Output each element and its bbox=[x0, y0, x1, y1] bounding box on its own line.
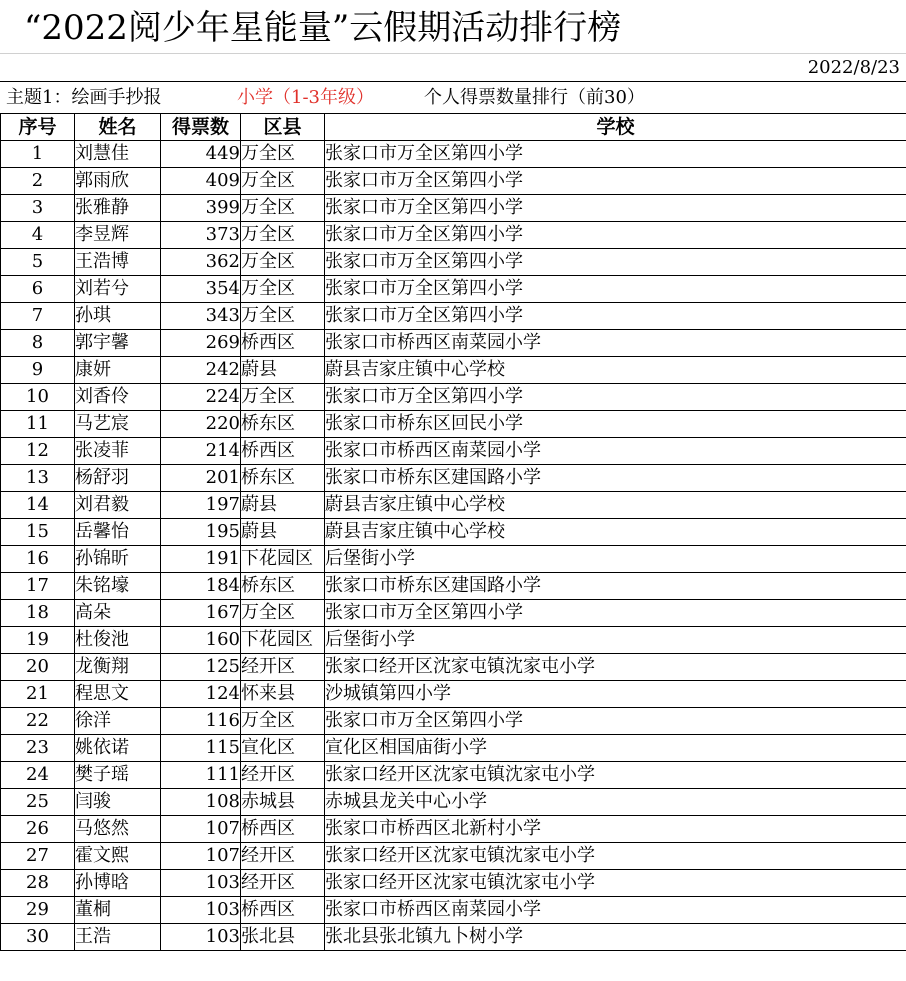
cell-no: 5 bbox=[1, 249, 75, 276]
table-row bbox=[1, 303, 906, 330]
cell-no: 3 bbox=[1, 195, 75, 222]
cell-school: 蔚县吉家庄镇中心学校 bbox=[325, 357, 906, 384]
table-row bbox=[1, 330, 906, 357]
cell-district: 下花园区 bbox=[241, 627, 325, 654]
header-votes: 得票数 bbox=[161, 114, 241, 141]
table-row bbox=[1, 411, 906, 438]
cell-name: 李昱辉 bbox=[75, 222, 161, 249]
cell-district: 万全区 bbox=[241, 141, 325, 168]
cell-name: 孙琪 bbox=[75, 303, 161, 330]
cell-votes: 108 bbox=[161, 789, 241, 816]
cell-school: 蔚县吉家庄镇中心学校 bbox=[325, 492, 906, 519]
cell-no: 24 bbox=[1, 762, 75, 789]
cell-votes: 167 bbox=[161, 600, 241, 627]
cell-votes: 409 bbox=[161, 168, 241, 195]
cell-votes: 224 bbox=[161, 384, 241, 411]
cell-votes: 107 bbox=[161, 816, 241, 843]
cell-name: 霍文熙 bbox=[75, 843, 161, 870]
table-row bbox=[1, 519, 906, 546]
cell-school: 张家口经开区沈家屯镇沈家屯小学 bbox=[325, 654, 906, 681]
cell-district: 桥西区 bbox=[241, 816, 325, 843]
cell-no: 17 bbox=[1, 573, 75, 600]
grade-label: 小学（1-3年级） bbox=[237, 87, 374, 108]
header-district: 区县 bbox=[241, 114, 325, 141]
cell-no: 28 bbox=[1, 870, 75, 897]
cell-name: 张雅静 bbox=[75, 195, 161, 222]
cell-votes: 115 bbox=[161, 735, 241, 762]
cell-no: 1 bbox=[1, 141, 75, 168]
table-row bbox=[1, 141, 906, 168]
cell-no: 27 bbox=[1, 843, 75, 870]
cell-name: 杨舒羽 bbox=[75, 465, 161, 492]
table-row bbox=[1, 249, 906, 276]
cell-district: 桥东区 bbox=[241, 573, 325, 600]
cell-district: 经开区 bbox=[241, 654, 325, 681]
cell-name: 刘君毅 bbox=[75, 492, 161, 519]
theme-label: 主题1：绘画手抄报 bbox=[6, 87, 162, 108]
date-row bbox=[0, 54, 906, 82]
cell-name: 程思文 bbox=[75, 681, 161, 708]
cell-district: 桥东区 bbox=[241, 465, 325, 492]
cell-no: 9 bbox=[1, 357, 75, 384]
cell-school: 张家口市桥西区南菜园小学 bbox=[325, 438, 906, 465]
cell-school: 张家口市桥西区南菜园小学 bbox=[325, 897, 906, 924]
cell-votes: 197 bbox=[161, 492, 241, 519]
cell-votes: 201 bbox=[161, 465, 241, 492]
cell-votes: 373 bbox=[161, 222, 241, 249]
cell-name: 郭雨欣 bbox=[75, 168, 161, 195]
cell-school: 蔚县吉家庄镇中心学校 bbox=[325, 519, 906, 546]
cell-votes: 191 bbox=[161, 546, 241, 573]
cell-no: 11 bbox=[1, 411, 75, 438]
cell-votes: 214 bbox=[161, 438, 241, 465]
cell-no: 13 bbox=[1, 465, 75, 492]
table-row bbox=[1, 465, 906, 492]
table-row bbox=[1, 735, 906, 762]
cell-district: 经开区 bbox=[241, 762, 325, 789]
cell-name: 马悠然 bbox=[75, 816, 161, 843]
table-row bbox=[1, 870, 906, 897]
header-name: 姓名 bbox=[75, 114, 161, 141]
table-row bbox=[1, 708, 906, 735]
cell-votes: 399 bbox=[161, 195, 241, 222]
cell-district: 万全区 bbox=[241, 384, 325, 411]
cell-school: 后堡街小学 bbox=[325, 627, 906, 654]
cell-no: 15 bbox=[1, 519, 75, 546]
cell-no: 19 bbox=[1, 627, 75, 654]
ranking-table bbox=[0, 113, 906, 951]
cell-school: 张家口市万全区第四小学 bbox=[325, 249, 906, 276]
cell-school: 张家口市桥东区建国路小学 bbox=[325, 465, 906, 492]
title-row bbox=[0, 0, 906, 54]
cell-votes: 269 bbox=[161, 330, 241, 357]
table-row bbox=[1, 654, 906, 681]
cell-district: 万全区 bbox=[241, 708, 325, 735]
cell-no: 14 bbox=[1, 492, 75, 519]
cell-no: 2 bbox=[1, 168, 75, 195]
cell-district: 怀来县 bbox=[241, 681, 325, 708]
table-row bbox=[1, 681, 906, 708]
table-row bbox=[1, 438, 906, 465]
table-row bbox=[1, 546, 906, 573]
table-row bbox=[1, 627, 906, 654]
cell-votes: 449 bbox=[161, 141, 241, 168]
cell-school: 宣化区相国庙街小学 bbox=[325, 735, 906, 762]
table-row bbox=[1, 897, 906, 924]
cell-no: 22 bbox=[1, 708, 75, 735]
cell-school: 张家口市万全区第四小学 bbox=[325, 303, 906, 330]
cell-school: 张家口市万全区第四小学 bbox=[325, 708, 906, 735]
table-row bbox=[1, 195, 906, 222]
cell-school: 张家口市桥西区南菜园小学 bbox=[325, 330, 906, 357]
cell-votes: 103 bbox=[161, 924, 241, 951]
cell-school: 张家口市万全区第四小学 bbox=[325, 600, 906, 627]
cell-district: 宣化区 bbox=[241, 735, 325, 762]
header-no: 序号 bbox=[1, 114, 75, 141]
cell-district: 经开区 bbox=[241, 870, 325, 897]
cell-name: 杜俊池 bbox=[75, 627, 161, 654]
table-row bbox=[1, 384, 906, 411]
cell-no: 25 bbox=[1, 789, 75, 816]
header-school: 学校 bbox=[325, 114, 906, 141]
cell-school: 张家口市万全区第四小学 bbox=[325, 195, 906, 222]
cell-votes: 354 bbox=[161, 276, 241, 303]
cell-votes: 184 bbox=[161, 573, 241, 600]
cell-votes: 362 bbox=[161, 249, 241, 276]
cell-name: 闫骏 bbox=[75, 789, 161, 816]
cell-name: 岳馨怡 bbox=[75, 519, 161, 546]
table-row bbox=[1, 357, 906, 384]
cell-votes: 242 bbox=[161, 357, 241, 384]
subtitle-row bbox=[0, 84, 906, 112]
table-row bbox=[1, 573, 906, 600]
cell-school: 张家口市万全区第四小学 bbox=[325, 141, 906, 168]
cell-school: 张家口市万全区第四小学 bbox=[325, 384, 906, 411]
cell-district: 蔚县 bbox=[241, 357, 325, 384]
table-row bbox=[1, 222, 906, 249]
cell-district: 万全区 bbox=[241, 276, 325, 303]
cell-name: 刘香伶 bbox=[75, 384, 161, 411]
cell-votes: 343 bbox=[161, 303, 241, 330]
cell-district: 万全区 bbox=[241, 222, 325, 249]
ranking-label: 个人得票数量排行（前30） bbox=[424, 87, 645, 108]
cell-district: 蔚县 bbox=[241, 519, 325, 546]
cell-no: 29 bbox=[1, 897, 75, 924]
cell-school: 张北县张北镇九卜树小学 bbox=[325, 924, 906, 951]
report-date: 2022/8/23 bbox=[807, 57, 900, 78]
cell-district: 下花园区 bbox=[241, 546, 325, 573]
cell-name: 孙博晗 bbox=[75, 870, 161, 897]
cell-votes: 103 bbox=[161, 870, 241, 897]
cell-school: 张家口市桥东区回民小学 bbox=[325, 411, 906, 438]
cell-name: 郭宇馨 bbox=[75, 330, 161, 357]
table-row bbox=[1, 276, 906, 303]
table-row bbox=[1, 600, 906, 627]
cell-district: 桥西区 bbox=[241, 438, 325, 465]
cell-school: 张家口经开区沈家屯镇沈家屯小学 bbox=[325, 762, 906, 789]
cell-name: 孙锦昕 bbox=[75, 546, 161, 573]
cell-votes: 160 bbox=[161, 627, 241, 654]
cell-votes: 125 bbox=[161, 654, 241, 681]
cell-votes: 111 bbox=[161, 762, 241, 789]
cell-name: 康妍 bbox=[75, 357, 161, 384]
cell-school: 张家口经开区沈家屯镇沈家屯小学 bbox=[325, 843, 906, 870]
cell-district: 赤城县 bbox=[241, 789, 325, 816]
cell-votes: 124 bbox=[161, 681, 241, 708]
cell-school: 张家口市桥东区建国路小学 bbox=[325, 573, 906, 600]
cell-no: 8 bbox=[1, 330, 75, 357]
cell-no: 20 bbox=[1, 654, 75, 681]
cell-name: 樊子瑶 bbox=[75, 762, 161, 789]
page-title: “2022阅少年星能量”云假期活动排行榜 bbox=[24, 8, 622, 48]
table-row bbox=[1, 924, 906, 951]
cell-district: 桥西区 bbox=[241, 330, 325, 357]
cell-name: 刘慧佳 bbox=[75, 141, 161, 168]
cell-votes: 103 bbox=[161, 897, 241, 924]
cell-no: 30 bbox=[1, 924, 75, 951]
cell-school: 沙城镇第四小学 bbox=[325, 681, 906, 708]
cell-no: 4 bbox=[1, 222, 75, 249]
cell-name: 刘若兮 bbox=[75, 276, 161, 303]
cell-district: 桥东区 bbox=[241, 411, 325, 438]
cell-district: 张北县 bbox=[241, 924, 325, 951]
cell-name: 姚依诺 bbox=[75, 735, 161, 762]
cell-district: 经开区 bbox=[241, 843, 325, 870]
cell-district: 桥西区 bbox=[241, 897, 325, 924]
cell-votes: 116 bbox=[161, 708, 241, 735]
cell-district: 万全区 bbox=[241, 168, 325, 195]
table-row bbox=[1, 168, 906, 195]
cell-name: 董桐 bbox=[75, 897, 161, 924]
cell-name: 张凌菲 bbox=[75, 438, 161, 465]
cell-district: 万全区 bbox=[241, 195, 325, 222]
cell-name: 龙衡翔 bbox=[75, 654, 161, 681]
cell-school: 赤城县龙关中心小学 bbox=[325, 789, 906, 816]
cell-name: 王浩博 bbox=[75, 249, 161, 276]
table-header-row bbox=[1, 114, 906, 141]
cell-school: 张家口市万全区第四小学 bbox=[325, 222, 906, 249]
cell-no: 18 bbox=[1, 600, 75, 627]
table-row bbox=[1, 789, 906, 816]
table-row bbox=[1, 492, 906, 519]
cell-no: 23 bbox=[1, 735, 75, 762]
cell-no: 7 bbox=[1, 303, 75, 330]
cell-name: 马艺宸 bbox=[75, 411, 161, 438]
cell-no: 16 bbox=[1, 546, 75, 573]
cell-district: 万全区 bbox=[241, 249, 325, 276]
cell-district: 蔚县 bbox=[241, 492, 325, 519]
cell-votes: 195 bbox=[161, 519, 241, 546]
cell-no: 21 bbox=[1, 681, 75, 708]
table-row bbox=[1, 762, 906, 789]
cell-no: 6 bbox=[1, 276, 75, 303]
cell-school: 张家口市万全区第四小学 bbox=[325, 168, 906, 195]
cell-district: 万全区 bbox=[241, 600, 325, 627]
cell-school: 张家口市桥西区北新村小学 bbox=[325, 816, 906, 843]
cell-votes: 220 bbox=[161, 411, 241, 438]
cell-school: 后堡街小学 bbox=[325, 546, 906, 573]
cell-no: 26 bbox=[1, 816, 75, 843]
cell-school: 张家口经开区沈家屯镇沈家屯小学 bbox=[325, 870, 906, 897]
table-row bbox=[1, 843, 906, 870]
cell-name: 王浩 bbox=[75, 924, 161, 951]
cell-name: 徐洋 bbox=[75, 708, 161, 735]
cell-name: 朱铭壕 bbox=[75, 573, 161, 600]
cell-no: 12 bbox=[1, 438, 75, 465]
table-body bbox=[1, 141, 906, 951]
table-row bbox=[1, 816, 906, 843]
cell-no: 10 bbox=[1, 384, 75, 411]
cell-school: 张家口市万全区第四小学 bbox=[325, 276, 906, 303]
cell-name: 高朵 bbox=[75, 600, 161, 627]
cell-district: 万全区 bbox=[241, 303, 325, 330]
cell-votes: 107 bbox=[161, 843, 241, 870]
